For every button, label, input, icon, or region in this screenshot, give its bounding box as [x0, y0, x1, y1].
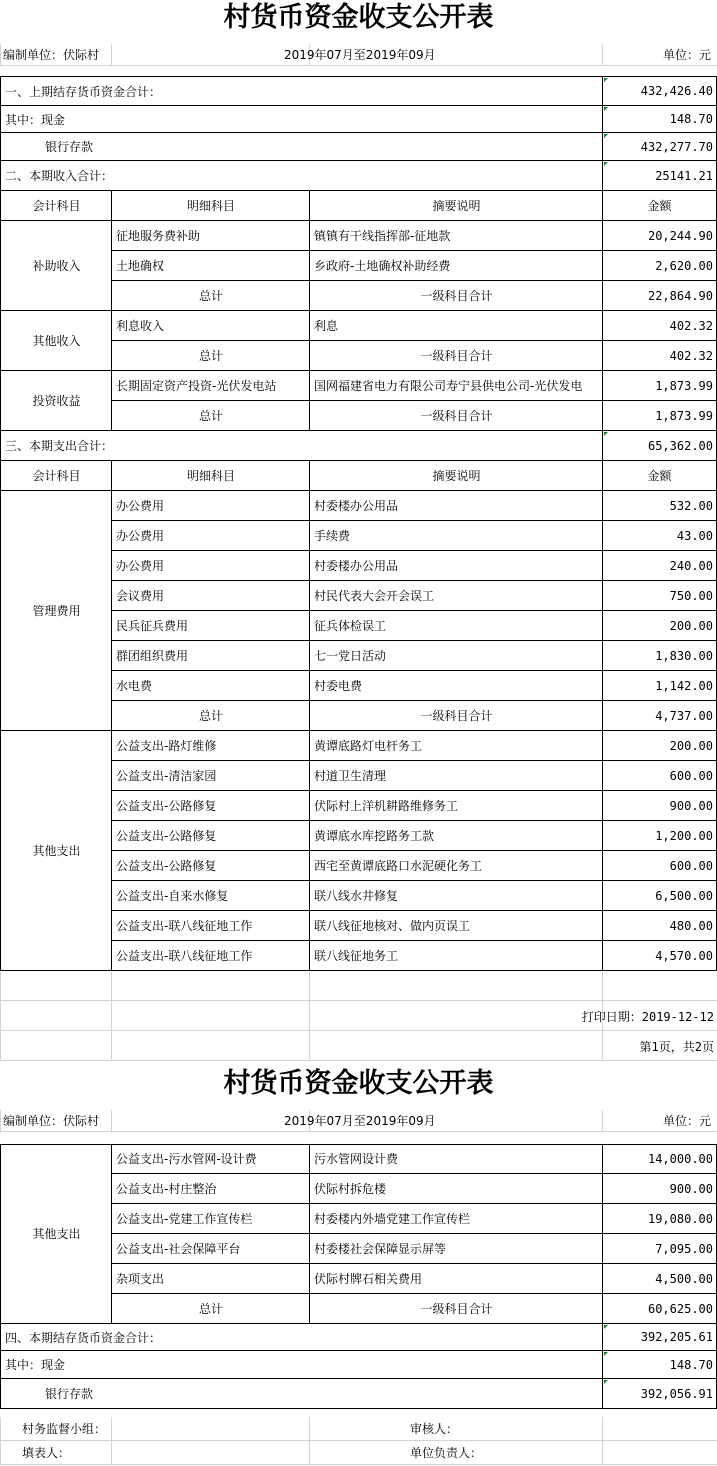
- prev-cash-row-amount: 148.70: [602, 106, 717, 133]
- end-balance-row-label: 四、本期结存货币资金合计：: [0, 1324, 603, 1351]
- total-label: 总计: [111, 701, 310, 731]
- summary-cell: 村委楼办公用品: [309, 551, 603, 581]
- amount-cell: 14,000.00: [602, 1144, 717, 1174]
- amount-cell: 1,200.00: [602, 821, 717, 851]
- summary-cell: 伏际村牌石相关费用: [309, 1264, 603, 1294]
- expense-total-row: [0, 431, 717, 461]
- detail-cell: 公益支出-路灯维修: [111, 731, 310, 761]
- summary-cell: 伏际村拆危楼: [309, 1174, 603, 1204]
- other-expense-row: [0, 761, 717, 791]
- end-cash-row-label: 其中：现金: [0, 1351, 603, 1379]
- mgmt-row: [0, 671, 717, 701]
- col-summary: 摘要说明: [309, 191, 603, 221]
- col-subject: 会计科目: [0, 191, 112, 221]
- detail-cell: 办公费用: [111, 521, 310, 551]
- detail-cell: 民兵征兵费用: [111, 611, 310, 641]
- amount-cell: 19,080.00: [602, 1204, 717, 1234]
- page-title-p2: 村货币资金收支公开表: [223, 1068, 494, 1099]
- total-amount: 402.32: [602, 341, 717, 371]
- page-title-p1: 村货币资金收支公开表: [223, 2, 494, 33]
- other-expense-row: [0, 851, 717, 881]
- org-unit: 编制单位：伏际村: [3, 48, 100, 62]
- subtotal-label: 一级科目合计: [309, 281, 603, 311]
- total-amount: 22,864.90: [602, 281, 717, 311]
- signature-row-1: [0, 1417, 717, 1441]
- summary-cell: 手续费: [309, 521, 603, 551]
- detail-cell: 公益支出-污水管网-设计费: [111, 1144, 310, 1174]
- amount-cell: 20,244.90: [602, 221, 717, 251]
- expense-total-row-amount: 65,362.00: [602, 431, 717, 461]
- page-number: 第1页，共2页: [639, 1039, 714, 1054]
- end-cash-row-amount: 148.70: [602, 1351, 717, 1379]
- income-row: [0, 311, 717, 341]
- currency-unit: 单位：元: [663, 1114, 712, 1128]
- print-date-row: [0, 1001, 717, 1031]
- detail-cell: 土地确权: [111, 251, 310, 281]
- detail-cell: 长期固定资产投资-光伏发电站: [111, 371, 310, 401]
- subtotal-label: 一级科目合计: [309, 1294, 603, 1324]
- prev-bank-row-amount: 432,277.70: [602, 133, 717, 161]
- total-amount: 1,873.99: [602, 401, 717, 431]
- group-name: 其他支出: [0, 731, 112, 971]
- group-name: 其他收入: [0, 311, 112, 371]
- other-expense-row: [0, 1144, 717, 1174]
- mgmt-row: [0, 551, 717, 581]
- other-expense-row: [0, 941, 717, 971]
- income-total-row-amount: 25141.21: [602, 161, 717, 191]
- col-amount: 金额: [602, 461, 717, 491]
- summary-cell: 村委电费: [309, 671, 603, 701]
- col-subject: 会计科目: [0, 461, 112, 491]
- income-total-row-label: 二、本期收入合计：: [0, 161, 603, 191]
- mgmt-row: [0, 611, 717, 641]
- col-detail: 明细科目: [111, 191, 310, 221]
- amount-cell: 532.00: [602, 491, 717, 521]
- amount-cell: 1,142.00: [602, 671, 717, 701]
- detail-cell: 公益支出-联八线征地工作: [111, 941, 310, 971]
- prev-balance-row-label: 一、上期结存货币资金合计：: [0, 76, 603, 106]
- page-number-row: [0, 1031, 717, 1061]
- amount-cell: 600.00: [602, 761, 717, 791]
- org-unit: 编制单位：伏际村: [3, 1114, 100, 1128]
- total-label: 总计: [111, 341, 310, 371]
- income-group-total: [0, 401, 717, 431]
- summary-cell: 国网福建省电力有限公司寿宁县供电公司-光伏发电: [309, 371, 603, 401]
- amount-cell: 4,500.00: [602, 1264, 717, 1294]
- prev-balance-row-amount: 432,426.40: [602, 76, 717, 106]
- detail-cell: 群团组织费用: [111, 641, 310, 671]
- col-amount: 金额: [602, 191, 717, 221]
- detail-cell: 公益支出-公路修复: [111, 851, 310, 881]
- mgmt-row: [0, 581, 717, 611]
- mgmt-row: [0, 641, 717, 671]
- total-amount: 60,625.00: [602, 1294, 717, 1324]
- detail-cell: 公益支出-社会保障平台: [111, 1234, 310, 1264]
- prev-bank-row-label: 银行存款: [0, 133, 603, 161]
- end-cash-row: [0, 1351, 717, 1379]
- other-expense-row: [0, 911, 717, 941]
- group-name: 其他支出: [0, 1144, 112, 1324]
- total-amount: 4,737.00: [602, 701, 717, 731]
- detail-cell: 办公费用: [111, 491, 310, 521]
- detail-cell: 公益支出-自来水修复: [111, 881, 310, 911]
- summary-cell: 联八线征地核对、做内页误工: [309, 911, 603, 941]
- sheet-header-p1: [0, 44, 717, 66]
- amount-cell: 900.00: [602, 1174, 717, 1204]
- group-name: 补助收入: [0, 221, 112, 311]
- end-balance-row: [0, 1324, 717, 1351]
- detail-cell: 公益支出-清洁家园: [111, 761, 310, 791]
- amount-cell: 43.00: [602, 521, 717, 551]
- detail-cell: 公益支出-村庄整治: [111, 1174, 310, 1204]
- summary-cell: 村民代表大会开会误工: [309, 581, 603, 611]
- subtotal-label: 一级科目合计: [309, 701, 603, 731]
- print-date: 打印日期：2019-12-12: [581, 1009, 714, 1024]
- amount-cell: 240.00: [602, 551, 717, 581]
- end-bank-row: [0, 1379, 717, 1409]
- period: 2019年07月至2019年09月: [284, 1114, 436, 1128]
- amount-cell: 600.00: [602, 851, 717, 881]
- signature-row-2: [0, 1441, 717, 1465]
- amount-cell: 7,095.00: [602, 1234, 717, 1264]
- col-detail: 明细科目: [111, 461, 310, 491]
- summary-cell: 利息: [309, 311, 603, 341]
- subtotal-label: 一级科目合计: [309, 401, 603, 431]
- detail-cell: 征地服务费补助: [111, 221, 310, 251]
- expense-total-row-label: 三、本期支出合计：: [0, 431, 603, 461]
- blank-row: [0, 971, 717, 1001]
- amount-cell: 4,570.00: [602, 941, 717, 971]
- summary-cell: 联八线水井修复: [309, 881, 603, 911]
- other-expense-row: [0, 1204, 717, 1234]
- unit-head: 单位负责人：: [410, 1446, 483, 1460]
- mgmt-total: [0, 701, 717, 731]
- amount-cell: 402.32: [602, 311, 717, 341]
- summary-cell: 镇镇有干线指挥部-征地款: [309, 221, 603, 251]
- summary-cell: 七一党日活动: [309, 641, 603, 671]
- income-total-row: [0, 161, 717, 191]
- summary-cell: 村委楼办公用品: [309, 491, 603, 521]
- end-bank-row-label: 银行存款: [0, 1379, 603, 1409]
- other-expense-row: [0, 1264, 717, 1294]
- income-group-total: [0, 281, 717, 311]
- amount-cell: 750.00: [602, 581, 717, 611]
- table-header: [0, 191, 717, 221]
- amount-cell: 480.00: [602, 911, 717, 941]
- period: 2019年07月至2019年09月: [284, 48, 436, 62]
- summary-cell: 污水管网设计费: [309, 1144, 603, 1174]
- other-expense-row: [0, 1234, 717, 1264]
- amount-cell: 1,830.00: [602, 641, 717, 671]
- detail-cell: 公益支出-联八线征地工作: [111, 911, 310, 941]
- detail-cell: 公益支出-公路修复: [111, 791, 310, 821]
- amount-cell: 200.00: [602, 731, 717, 761]
- subtotal-label: 一级科目合计: [309, 341, 603, 371]
- prev-cash-row: [0, 106, 717, 133]
- detail-cell: 会议费用: [111, 581, 310, 611]
- amount-cell: 200.00: [602, 611, 717, 641]
- total-label: 总计: [111, 401, 310, 431]
- sheet-header-p2: [0, 1110, 717, 1132]
- summary-cell: 村道卫生清理: [309, 761, 603, 791]
- summary-cell: 村委楼社会保障显示屏等: [309, 1234, 603, 1264]
- supervision-group: 村务监督小组：: [22, 1422, 107, 1436]
- other-expense-row: [0, 791, 717, 821]
- income-row: [0, 221, 717, 251]
- detail-cell: 公益支出-公路修复: [111, 821, 310, 851]
- summary-cell: 乡政府-土地确权补助经费: [309, 251, 603, 281]
- end-balance-row-amount: 392,205.61: [602, 1324, 717, 1351]
- amount-cell: 1,873.99: [602, 371, 717, 401]
- table-header: [0, 461, 717, 491]
- summary-cell: 征兵体检误工: [309, 611, 603, 641]
- reviewer: 审核人：: [410, 1422, 459, 1436]
- detail-cell: 水电费: [111, 671, 310, 701]
- detail-cell: 杂项支出: [111, 1264, 310, 1294]
- detail-cell: 公益支出-党建工作宣传栏: [111, 1204, 310, 1234]
- group-name: 管理费用: [0, 491, 112, 731]
- other-expense-row: [0, 821, 717, 851]
- other-expense-row: [0, 881, 717, 911]
- summary-cell: 联八线征地务工: [309, 941, 603, 971]
- amount-cell: 2,620.00: [602, 251, 717, 281]
- prev-balance-row: [0, 76, 717, 106]
- amount-cell: 6,500.00: [602, 881, 717, 911]
- table-top-border: [0, 1144, 717, 1145]
- currency-unit: 单位：元: [663, 48, 712, 62]
- income-row: [0, 251, 717, 281]
- total-label: 总计: [111, 1294, 310, 1324]
- preparer: 填表人：: [22, 1446, 71, 1460]
- prev-cash-row-label: 其中：现金: [0, 106, 603, 133]
- prev-bank-row: [0, 133, 717, 161]
- group-name: 投资收益: [0, 371, 112, 431]
- summary-cell: 黄谭底水库挖路务工款: [309, 821, 603, 851]
- other-expense-row: [0, 1174, 717, 1204]
- summary-cell: 黄谭底路灯电杆务工: [309, 731, 603, 761]
- other-expense-row: [0, 731, 717, 761]
- summary-cell: 西宅至黄谭底路口水泥硬化务工: [309, 851, 603, 881]
- col-summary: 摘要说明: [309, 461, 603, 491]
- detail-cell: 利息收入: [111, 311, 310, 341]
- detail-cell: 办公费用: [111, 551, 310, 581]
- mgmt-row: [0, 521, 717, 551]
- mgmt-row: [0, 491, 717, 521]
- summary-cell: 伏际村上洋机耕路维修务工: [309, 791, 603, 821]
- total-label: 总计: [111, 281, 310, 311]
- end-bank-row-amount: 392,056.91: [602, 1379, 717, 1409]
- income-group-total: [0, 341, 717, 371]
- income-row: [0, 371, 717, 401]
- summary-cell: 村委楼内外墙党建工作宣传栏: [309, 1204, 603, 1234]
- other-expense-total: [0, 1294, 717, 1324]
- amount-cell: 900.00: [602, 791, 717, 821]
